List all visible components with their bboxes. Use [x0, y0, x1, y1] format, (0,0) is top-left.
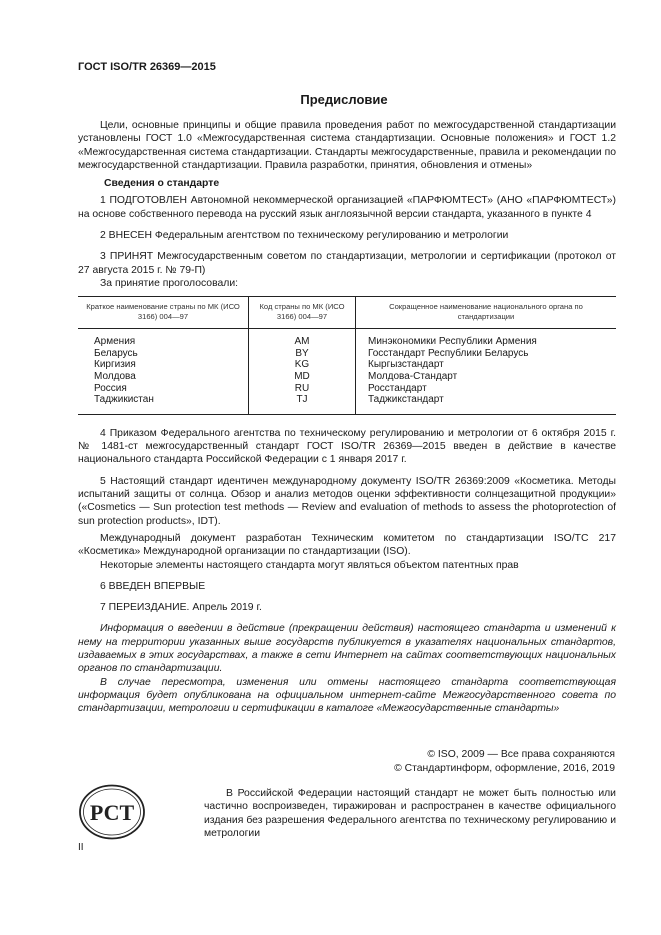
page-title: Предисловие	[300, 92, 388, 107]
copyright-iso: © ISO, 2009 — Все права сохраняются	[427, 749, 615, 760]
item-3: 3 ПРИНЯТ Межгосударственным советом по стандартизации, метрологии и сертификации (протокол от 27 августа 2015 г. № 79-П)	[78, 251, 616, 276]
item-2: 2 ВНЕСЕН Федеральным агентством по техническому регулированию и метрологии	[100, 230, 509, 242]
country-code: AM	[249, 329, 356, 348]
table-row	[78, 359, 616, 371]
country-code: KG	[249, 359, 356, 371]
item-7: 7 ПЕРЕИЗДАНИЕ. Апрель 2019 г.	[100, 602, 262, 614]
table-row	[78, 383, 616, 395]
country-name: Киргизия	[94, 359, 136, 371]
foreword-body	[78, 119, 616, 715]
item-5-developer: Международный документ разработан Техническим комитетом по стандартизации ISO/TC 217 «Косметика» Международной организации по стандартизации (ISO).	[78, 532, 616, 558]
standards-body: Кыргызстандарт	[356, 359, 617, 371]
table-row	[78, 371, 616, 383]
seal-letters: РСТ	[89, 800, 135, 825]
standards-body: Росстандарт	[356, 383, 617, 395]
item-6: 6 ВВЕДЕН ВПЕРВЫЕ	[100, 580, 206, 592]
country-name: Армения	[94, 336, 136, 348]
notice-revision: В случае пересмотра, изменения или отмены настоящего стандарта соответствующая информация будет опубликована на официальном интернет-сайте Межгосударственного совета по стандартизации, метрологии и сертификации в каталоге «Межгосударственные стандарты»	[78, 676, 616, 715]
table-row	[78, 329, 616, 348]
copyright-publisher: © Стандартинформ, оформление, 2016, 2019	[394, 763, 615, 774]
copyright-block	[394, 748, 615, 776]
country-code: RU	[249, 383, 356, 395]
intro-paragraph: Цели, основные принципы и общие правила проведения работ по межгосударственной стандартизации установлены ГОСТ 1.0 «Межгосударственная система стандартизации. Основные положения» и ГОСТ 1.2 «Межгосударственная система стандартизации. Стандарты межгосударственные, правила и рекомендации по межгосударственной стандартизации. Правила разработки, принятия, обновления и отмены»	[78, 120, 616, 171]
table-header-code: Код страны по МК (ИСО 3166) 004—97	[249, 297, 356, 329]
legal-notice: В Российской Федерации настоящий стандарт не может быть полностью или частично воспроизведен, тиражирован и распространен в качестве официального издания без разрешения Федерального агентства по техническому регулированию и метрологии	[204, 788, 616, 839]
section-heading: Сведения о стандарте	[104, 178, 220, 190]
country-name: Молдова	[94, 371, 136, 383]
rst-seal-icon	[78, 783, 146, 841]
notice-introduction: Информация о введении в действие (прекращении действия) настоящего стандарта и изменений к нему на территории указанных выше государств публикуется в указателях национальных стандартов, издаваемых в этих государствах, а также в сети Интернет на сайтах соответствующих национальных органов по стандартизации.	[78, 623, 616, 675]
country-name: Россия	[94, 382, 127, 394]
table-row	[78, 394, 616, 414]
page-number: II	[78, 842, 84, 853]
country-code: MD	[249, 371, 356, 383]
standards-body: Таджикстандарт	[356, 394, 617, 414]
item-3-voted: За принятие проголосовали:	[100, 277, 239, 289]
item-5: 5 Настоящий стандарт идентичен международному документу ISO/TR 26369:2009 «Косметика. Методы испытаний защиты от солнца. Обзор и анализ методов оценки эффективности солнцезащитной продукции» («Cosmetics — Sun protection test methods — Review and evaluation of methods to assess the photoprotection of sun protection products», IDT).	[78, 475, 616, 527]
document-code: ГОСТ ISO/TR 26369—2015	[78, 61, 216, 73]
country-code: TJ	[249, 394, 356, 414]
standards-body: Госстандарт Республики Беларусь	[356, 348, 617, 360]
table-header-body: Сокращенное наименование национального органа по стандартизации	[356, 297, 617, 329]
standards-body: Минэкономики Республики Армения	[356, 329, 617, 348]
country-name: Таджикистан	[78, 394, 249, 414]
item-5-patent: Некоторые элементы настоящего стандарта могут являться объектом патентных прав	[100, 559, 519, 571]
standards-body: Молдова-Стандарт	[356, 371, 617, 383]
item-1: 1 ПОДГОТОВЛЕН Автономной некоммерческой организацией «ПАРФЮМТЕСТ» (АНО «ПАРФЮМТЕСТ») на основе собственного перевода на русский язык англоязычной версии стандарта, указанного в пункте 4	[78, 195, 616, 220]
item-4: 4 Приказом Федерального агентства по техническому регулированию и метрологии от 6 октября 2015 г. № 1481-ст межгосударственный стандарт ГОСТ ISO/TR 26369—2015 введен в действие в качестве национального стандарта Российской Федерации с 1 января 2017 г.	[78, 427, 616, 466]
countries-table	[78, 296, 616, 415]
table-row	[78, 348, 616, 360]
country-name: Беларусь	[94, 347, 138, 359]
table-header-country: Краткое наименование страны по МК (ИСО 3166) 004—97	[78, 297, 249, 329]
country-code: BY	[249, 348, 356, 360]
